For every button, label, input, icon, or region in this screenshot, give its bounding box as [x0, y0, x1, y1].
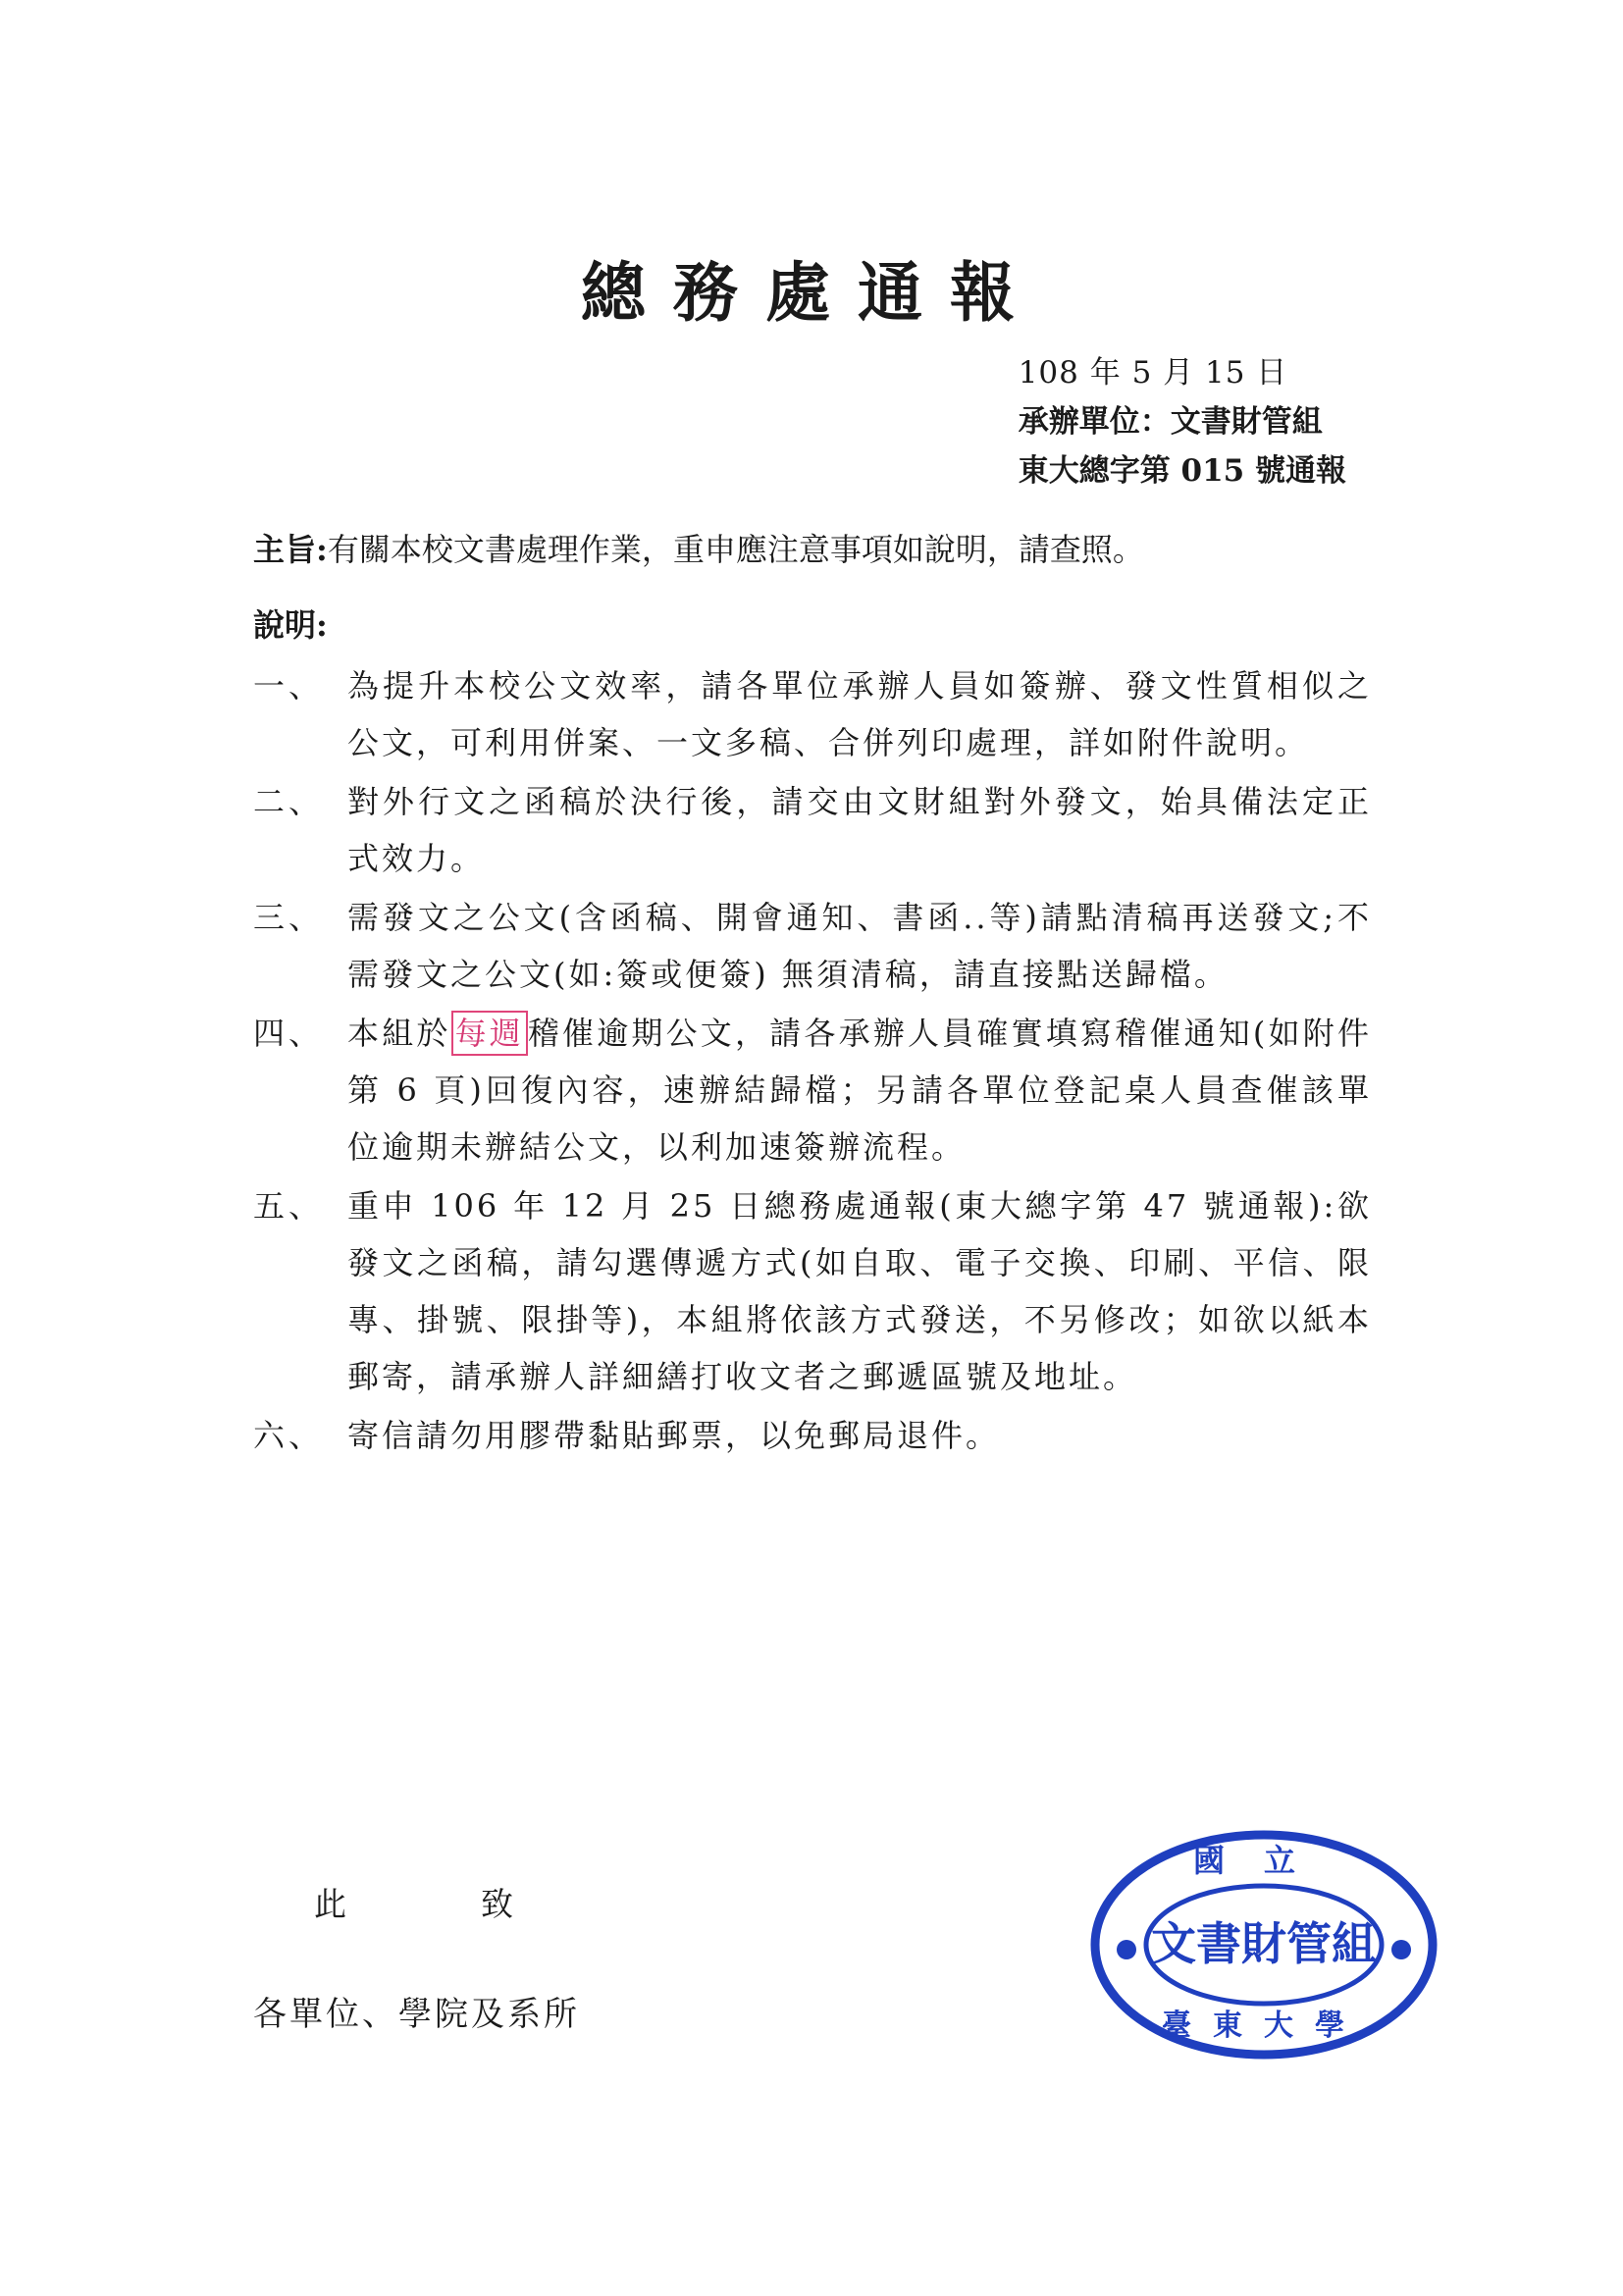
- item-text: 為提升本校公文效率，請各單位承辦人員如簽辦、發文性質相似之公文，可利用併案、一文多稿、合併列印處理，詳如附件說明。: [347, 667, 1372, 761]
- closing-word-1: 此: [314, 1885, 348, 1923]
- seal-center-text: 文書財管組: [1151, 1917, 1377, 1970]
- item-number: 六、: [253, 1417, 325, 1454]
- notice-date: 108 年 5 月 15 日: [1018, 355, 1288, 391]
- item-number: 一、: [253, 667, 325, 704]
- item-number: 三、: [253, 899, 325, 936]
- item-text-pre: 本組於: [347, 1015, 451, 1052]
- item-text: 需發文之公文(含函稿、開會通知、書函..等)請點清稿再送發文;不需發文之公文(如:簽或便簽) 無須清稿，請直接點送歸檔。: [347, 899, 1372, 993]
- item-text: [347, 1005, 1372, 1175]
- list-item: [253, 889, 1372, 1003]
- explanation-label: 說明:: [253, 606, 328, 644]
- item-text: 寄信請勿用膠帶黏貼郵票，以免郵局退件。: [347, 1417, 1001, 1454]
- official-seal: [1087, 1827, 1440, 2062]
- closing-word-2: 致: [481, 1885, 515, 1923]
- item-text: 重申 106 年 12 月 25 日總務處通報(東大總字第 47 號通報):欲發文之函稿，請勾選傳遞方式(如自取、電子交換、印刷、平信、限專、掛號、限掛等)，本組將依該方式發送，不另修改；如欲以紙本郵寄，請承辦人詳細繕打收文者之郵遞區號及地址。: [347, 1187, 1372, 1395]
- seal-top-text: 國立: [1192, 1842, 1335, 1879]
- item-number: 二、: [253, 783, 325, 820]
- list-item: [253, 1407, 1372, 1464]
- document-number: 東大總字第 015 號通報: [1018, 453, 1346, 489]
- issuing-unit: 承辦單位：文書財管組: [1018, 404, 1323, 440]
- item-number: 五、: [253, 1187, 325, 1225]
- recipients: 各單位、學院及系所: [253, 1995, 580, 2034]
- list-item: [253, 1005, 1372, 1175]
- subject-text: 有關本校文書處理作業，重申應注意事項如說明，請查照。: [327, 531, 1144, 568]
- notice-meta: [1019, 348, 1346, 496]
- item-text-post: 稽催逾期公文，請各承辦人員確實填寫稽催通知(如附件第 6 頁)回復內容，速辦結歸檔；另請各單位登記桌人員查催該單位逾期未辦結公文，以利加速簽辦流程。: [347, 1015, 1372, 1166]
- item-text: 對外行文之函稿於決行後，請交由文財組對外發文，始具備法定正式效力。: [347, 783, 1372, 877]
- explanation-list: [253, 657, 1372, 1466]
- closing-line: [314, 1879, 515, 1925]
- highlighted-weekly: 每週: [451, 1011, 528, 1056]
- subject-line: [253, 525, 1382, 574]
- seal-bottom-text: 臺東大學: [1162, 2009, 1366, 2043]
- subject-label: 主旨:: [253, 531, 328, 568]
- notice-title: 總務處通報: [581, 254, 1042, 331]
- list-item: [253, 1177, 1372, 1405]
- list-item: [253, 773, 1372, 887]
- list-item: [253, 657, 1372, 771]
- item-number: 四、: [253, 1015, 325, 1052]
